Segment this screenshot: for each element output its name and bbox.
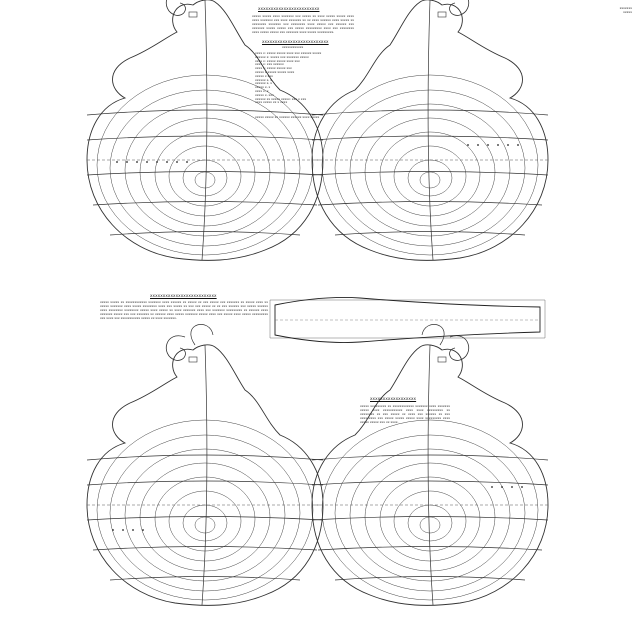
top-notes-subtitle: XXXXXXXXXXXXXXXXXXXXXXXXXX <box>262 40 329 44</box>
list-item: xxxxxx x, x <box>255 81 273 86</box>
list-item: xxxxx x, xxx <box>255 92 274 97</box>
sheet-reference <box>620 6 632 14</box>
top-notes-title: XXXXXXXXXXXXXXXXXXXXXXXX <box>258 7 320 11</box>
list-item: xxxx x: xxxxx xxxxx xxx <box>255 66 292 71</box>
measurement-dots <box>116 161 188 163</box>
measurement-dots <box>491 486 523 488</box>
sheet-reference-line-2: xxxxx <box>623 10 632 14</box>
measurement-dots <box>112 529 144 531</box>
sheet-reference-line-1: xxxxxxx <box>619 6 632 10</box>
list-item: xxxxx x xxx <box>255 73 273 78</box>
list-item: xxxxx x xxxxx xxxxx xxxx <box>255 69 295 74</box>
top-notes-list <box>255 52 355 105</box>
plate-bottom-right <box>312 324 548 605</box>
arching-profile-template <box>270 297 545 342</box>
list-item: xxxxxx x: xxxxx xxx xxxxxxx xxxxx <box>255 54 309 59</box>
middle-notes-paragraph: xxxxx xxxxx xx xxxxxxxxxxxx xxxxxxx xxxx xxxxxx xx xxxxx xx xxx xxxxx xxx xxxxxxx xx xxxxx xxxx xx xxxxx xxxxxxx xxxx xxxxx xxxxxxxx xxxx xxx xxxxx xx xxx xxx xxxxx xx xx xxx xxxxxx xxx xxxxx xxxxxx xxxx xxxxxxxx xxxxxxxx xxxxx xxxx xxxxx xx xxxx xxxxxxx xxxx xxx xxxxxxx xxxxxxxxx xx xxxxxx xxxx xxxxxxx xxxxx xxx xxx xxxxxxx xx xxxxxx xxxx xxxxx xxxxxxx xxxxx xxxx xxx xxxxx xxxx xxxxx xxxxxxxxx xxx xxxx xxx xxxxxxxxxxx xxxxx xx xxxx xxxxxxx. <box>100 300 268 320</box>
list-item: xxxxxx x, x <box>255 77 273 82</box>
measurement-dots <box>467 144 519 146</box>
list-item: xxxx x, x <box>255 88 269 93</box>
list-item: xxxxxx xx xxxxx xxxxx: xxx x xxx <box>255 96 307 101</box>
list-item: xxxx x: xxx xxxxxx <box>255 62 284 67</box>
top-notes-subtitle-2: xxxxxxxxxxxx <box>282 45 304 49</box>
list-item: xxxx x: xxxxx xxxxx xxxx xxx xxxxxx xxxxx <box>255 51 322 55</box>
bottom-notes-title: XXXXXXXXXXXXXXXXXX <box>370 397 417 401</box>
list-item: xxxx xxxxx xx x xxxx <box>255 100 288 105</box>
top-notes-footnote: xxxxx xxxxx xx xxxxxx xxxxxx xxxx xxxxx <box>255 115 320 119</box>
middle-notes-title: XXXXXXXXXXXXXXXXXXXXXXXXXX <box>150 294 217 298</box>
bottom-notes-paragraph: xxxxx xxxxxxxxx xx xxxxxxxxxxxx xxxxxxx xxxx xxxxxxx xxxxx xxxx xxxxxxxxxxx xxxx xxxx xxxxxxxxx xx xxxxxxxx xx xxx xxxxx xx xxxx xxx xxxxxx xx xxx xxxxxxxxx xxx xxxxx xxxxx xxxxx xxxx xxxxxxxxx xxxx xxxxx xxxxx xxx xx xxxx. <box>360 404 450 424</box>
top-notes-paragraph: xxxxx xxxxx xxxx xxxxxxx xxx xxxxx xx xxxx xxxxx xxxxx xxxx xxxx xxxxxxx xxx xxxx xxxxxxx xx xx xxxx xxxxxx xxxx xxxxx xx xxxxxxxx xxxxxxx xxx xxxxxxxx xxxx xxxxx xxx xxxxxx xxx xxxxxxx xxxxx xxxxx xxx xxxxx xxxxxxxxx xxxx xxx xxxxxxxx xxxx xxxxx xxxxx xxx xxxxxxx xxxx xxxxx xxxxxxxxx. <box>252 14 354 34</box>
list-item: xxxx x: xxxxx xxxxx xxxx xxx <box>255 58 300 63</box>
plate-bottom-left <box>87 324 323 605</box>
plate-top-right <box>312 0 548 260</box>
list-item: xxxxx x, x <box>255 85 271 90</box>
